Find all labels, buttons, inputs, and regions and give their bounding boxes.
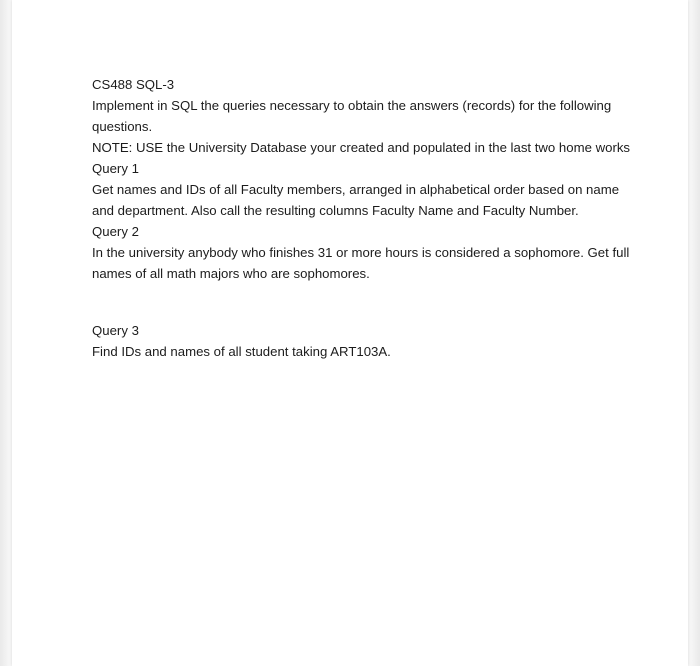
note-paragraph: NOTE: USE the University Database your created and populated in the last two home works — [92, 140, 631, 155]
document-content — [92, 74, 632, 362]
query-2-text: In the university anybody who finishes 31 or more hours is considered a sophomore. Get full names of all math majors who are sophomores. — [92, 245, 630, 281]
document-page — [12, 0, 688, 666]
query-3-heading: Query 3 — [92, 323, 139, 338]
query-1-heading: Query 1 — [92, 161, 139, 176]
query-3-text: Find IDs and names of all student taking ART103A. — [92, 344, 391, 359]
document-title: CS488 SQL-3 — [92, 77, 175, 92]
intro-paragraph: Implement in SQL the queries necessary to obtain the answers (records) for the following questions. — [92, 98, 612, 134]
query-1-text: Get names and IDs of all Faculty members, arranged in alphabetical order based on name and department. Also call the resulting columns Faculty Name and Faculty Number. — [92, 182, 620, 218]
query-2-heading: Query 2 — [92, 224, 139, 239]
